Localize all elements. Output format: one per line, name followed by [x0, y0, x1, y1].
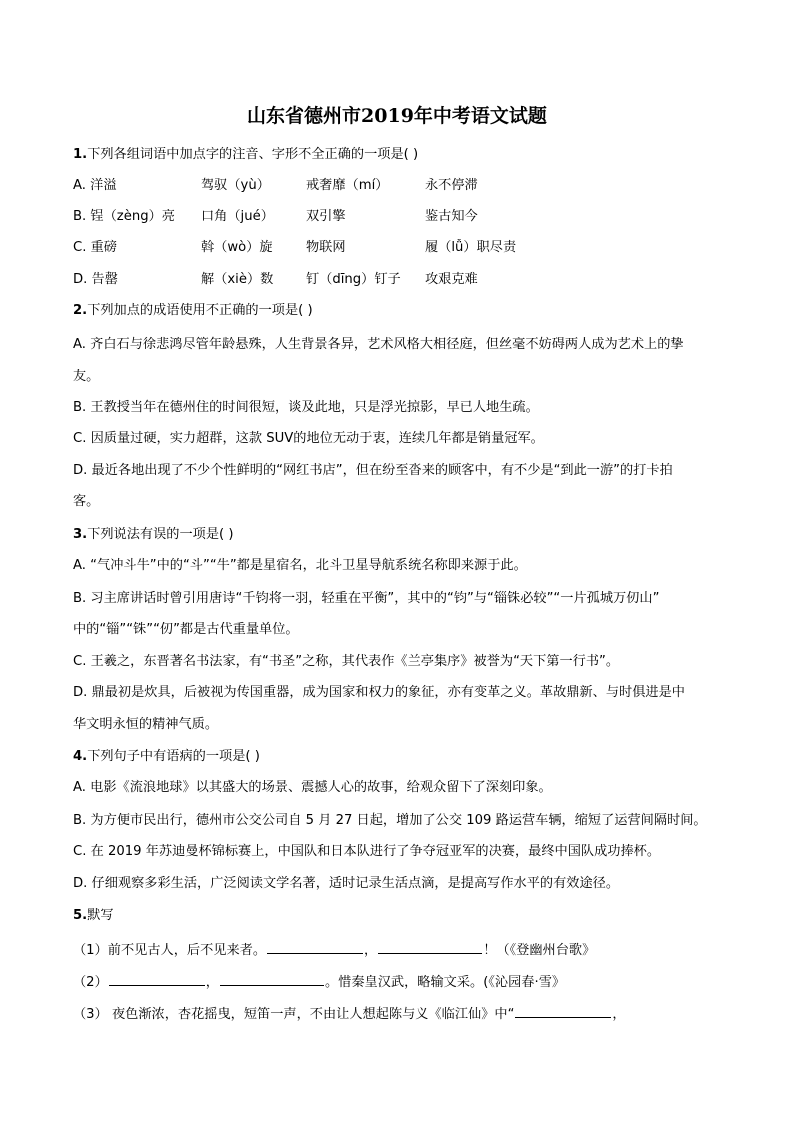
q1-option-c: [73, 239, 733, 257]
q1-a-col1: A. 洋溢: [73, 178, 117, 193]
q1-a-col2: 驾驭（yù）: [201, 178, 270, 193]
q1-stem: [73, 146, 733, 164]
q3-number: 3.: [73, 527, 88, 542]
q5-line2: [73, 971, 733, 992]
q4-stem-text: 下列句子中有语病的一项是( ): [87, 749, 260, 764]
q2-option-a-line1: A. 齐白石与徐悲鸿尽管年龄悬殊，人生背景各异，艺术风格大相径庭，但丝毫不妨碍两人成为艺术上的挚: [73, 337, 684, 352]
q5-number: 5.: [73, 908, 88, 923]
q1-c-col3: 物联网: [306, 240, 346, 255]
q5-l3-text: （3） 夜色渐浓，杏花摇曳，短笛一声，不由让人想起陈与义《临江仙》中“: [73, 1007, 515, 1022]
answer-blank[interactable]: [109, 971, 205, 986]
q1-d-col4: 攻艰克难: [425, 272, 478, 287]
q5-line1: [73, 939, 733, 960]
q4-option-a: A. 电影《流浪地球》以其盛大的场景、震撼人心的故事，给观众留下了深刻印象。: [73, 780, 552, 795]
q1-b-col4: 鉴古知今: [425, 209, 478, 224]
q2-option-a-line2: 友。: [73, 369, 100, 384]
q3-option-a: A. “气冲斗牛”中的“斗”“牛”都是星宿名，北斗卫星导航系统名称即来源于此。: [73, 558, 527, 573]
q5-stem: [73, 907, 733, 925]
q3-option-c: C. 王羲之，东晋著名书法家，有“书圣”之称，其代表作《兰亭集序》被誉为“天下第一行书”。: [73, 654, 620, 669]
q5-l1-sep: ，: [364, 943, 378, 958]
q5-l1-source: ！（《登幽州台歌》: [483, 943, 596, 958]
q1-stem-text: 下列各组词语中加点字的注音、字形不全正确的一项是( ): [87, 147, 419, 162]
answer-blank[interactable]: [220, 971, 324, 986]
q3-stem: [73, 526, 733, 544]
q1-c-col1: C. 重磅: [73, 240, 117, 255]
q5-l3-sep: ，: [612, 1007, 626, 1022]
q5-l2-source: 。惜秦皇汉武，略输文采。(《沁园春·雪》: [324, 975, 566, 990]
q1-option-a: [73, 177, 733, 195]
answer-blank[interactable]: [378, 939, 482, 954]
q1-d-col3: 钉（dīng）钉子: [306, 272, 401, 287]
q3-option-d-line1: D. 鼎最初是炊具，后被视为传国重器，成为国家和权力的象征，亦有变革之义。革故鼎新、与时俱进是中: [73, 685, 685, 700]
q4-option-b: B. 为方便市民出行，德州市公交公司自 5 月 27 日起，增加了公交 109 路运营车辆，缩短了运营间隔时间。: [73, 813, 707, 828]
q1-b-col1: B. 锃（zèng）亮: [73, 209, 175, 224]
q2-option-d-line1: D. 最近各地出现了不少个性鲜明的“网红书店”，但在纷至沓来的顾客中，有不少是“到此一游”的打卡拍: [73, 463, 673, 478]
q1-d-col2: 解（xiè）数: [201, 272, 274, 287]
q5-l1-text: （1）前不见古人，后不见来者。: [73, 943, 267, 958]
q4-number: 4.: [73, 749, 88, 764]
q1-b-col2: 口角（jué）: [201, 209, 274, 224]
q2-option-b: B. 王教授当年在德州住的时间很短，谈及此地，只是浮光掠影，早已人地生疏。: [73, 400, 539, 415]
q5-l2-sep: ，: [205, 975, 219, 990]
q2-stem-text: 下列加点的成语使用不正确的一项是( ): [87, 303, 313, 318]
q1-option-b: [73, 208, 733, 226]
q3-option-b-line1: B. 习主席讲话时曾引用唐诗“千钧将一羽，轻重在平衡”，其中的“钧”与“锱铢必较”“一片孤城万仞山”: [73, 591, 660, 606]
page-title: 山东省德州市2019年中考语文试题: [247, 105, 547, 127]
q5-line3: [73, 1003, 733, 1024]
q3-option-b-line2: 中的“锱”“铢”“仞”都是古代重量单位。: [73, 622, 299, 637]
q2-stem: [73, 302, 733, 320]
q4-option-d: D. 仔细观察多彩生活，广泛阅读文学名著，适时记录生活点滴，是提高写作水平的有效途径。: [73, 876, 620, 891]
q1-a-col3: 戒奢靡（mí）: [306, 178, 389, 193]
answer-blank[interactable]: [267, 939, 363, 954]
q1-b-col3: 双引擎: [306, 209, 346, 224]
q1-c-col4: 履（lǚ）职尽责: [425, 240, 517, 255]
q1-number: 1.: [73, 147, 88, 162]
q1-d-col1: D. 告罄: [73, 272, 118, 287]
q4-stem: [73, 748, 733, 766]
q3-stem-text: 下列说法有误的一项是( ): [87, 527, 234, 542]
q5-stem-text: 默写: [87, 908, 114, 923]
q1-c-col2: 斡（wò）旋: [201, 240, 273, 255]
q4-option-c: C. 在 2019 年苏迪曼杯锦标赛上，中国队和日本队进行了争夺冠亚军的决赛，最终中国队成功捧杯。: [73, 844, 661, 859]
q2-number: 2.: [73, 303, 88, 318]
q1-option-d: [73, 271, 733, 289]
q1-a-col4: 永不停滞: [425, 178, 478, 193]
q3-option-d-line2: 华文明永恒的精神气质。: [73, 717, 219, 732]
q2-option-c: C. 因质量过硬，实力超群，这款 SUV的地位无动于衷，连续几年都是销量冠军。: [73, 431, 544, 446]
answer-blank[interactable]: [515, 1003, 611, 1018]
q5-l2-label: （2）: [73, 975, 108, 990]
q2-option-d-line2: 客。: [73, 494, 100, 509]
